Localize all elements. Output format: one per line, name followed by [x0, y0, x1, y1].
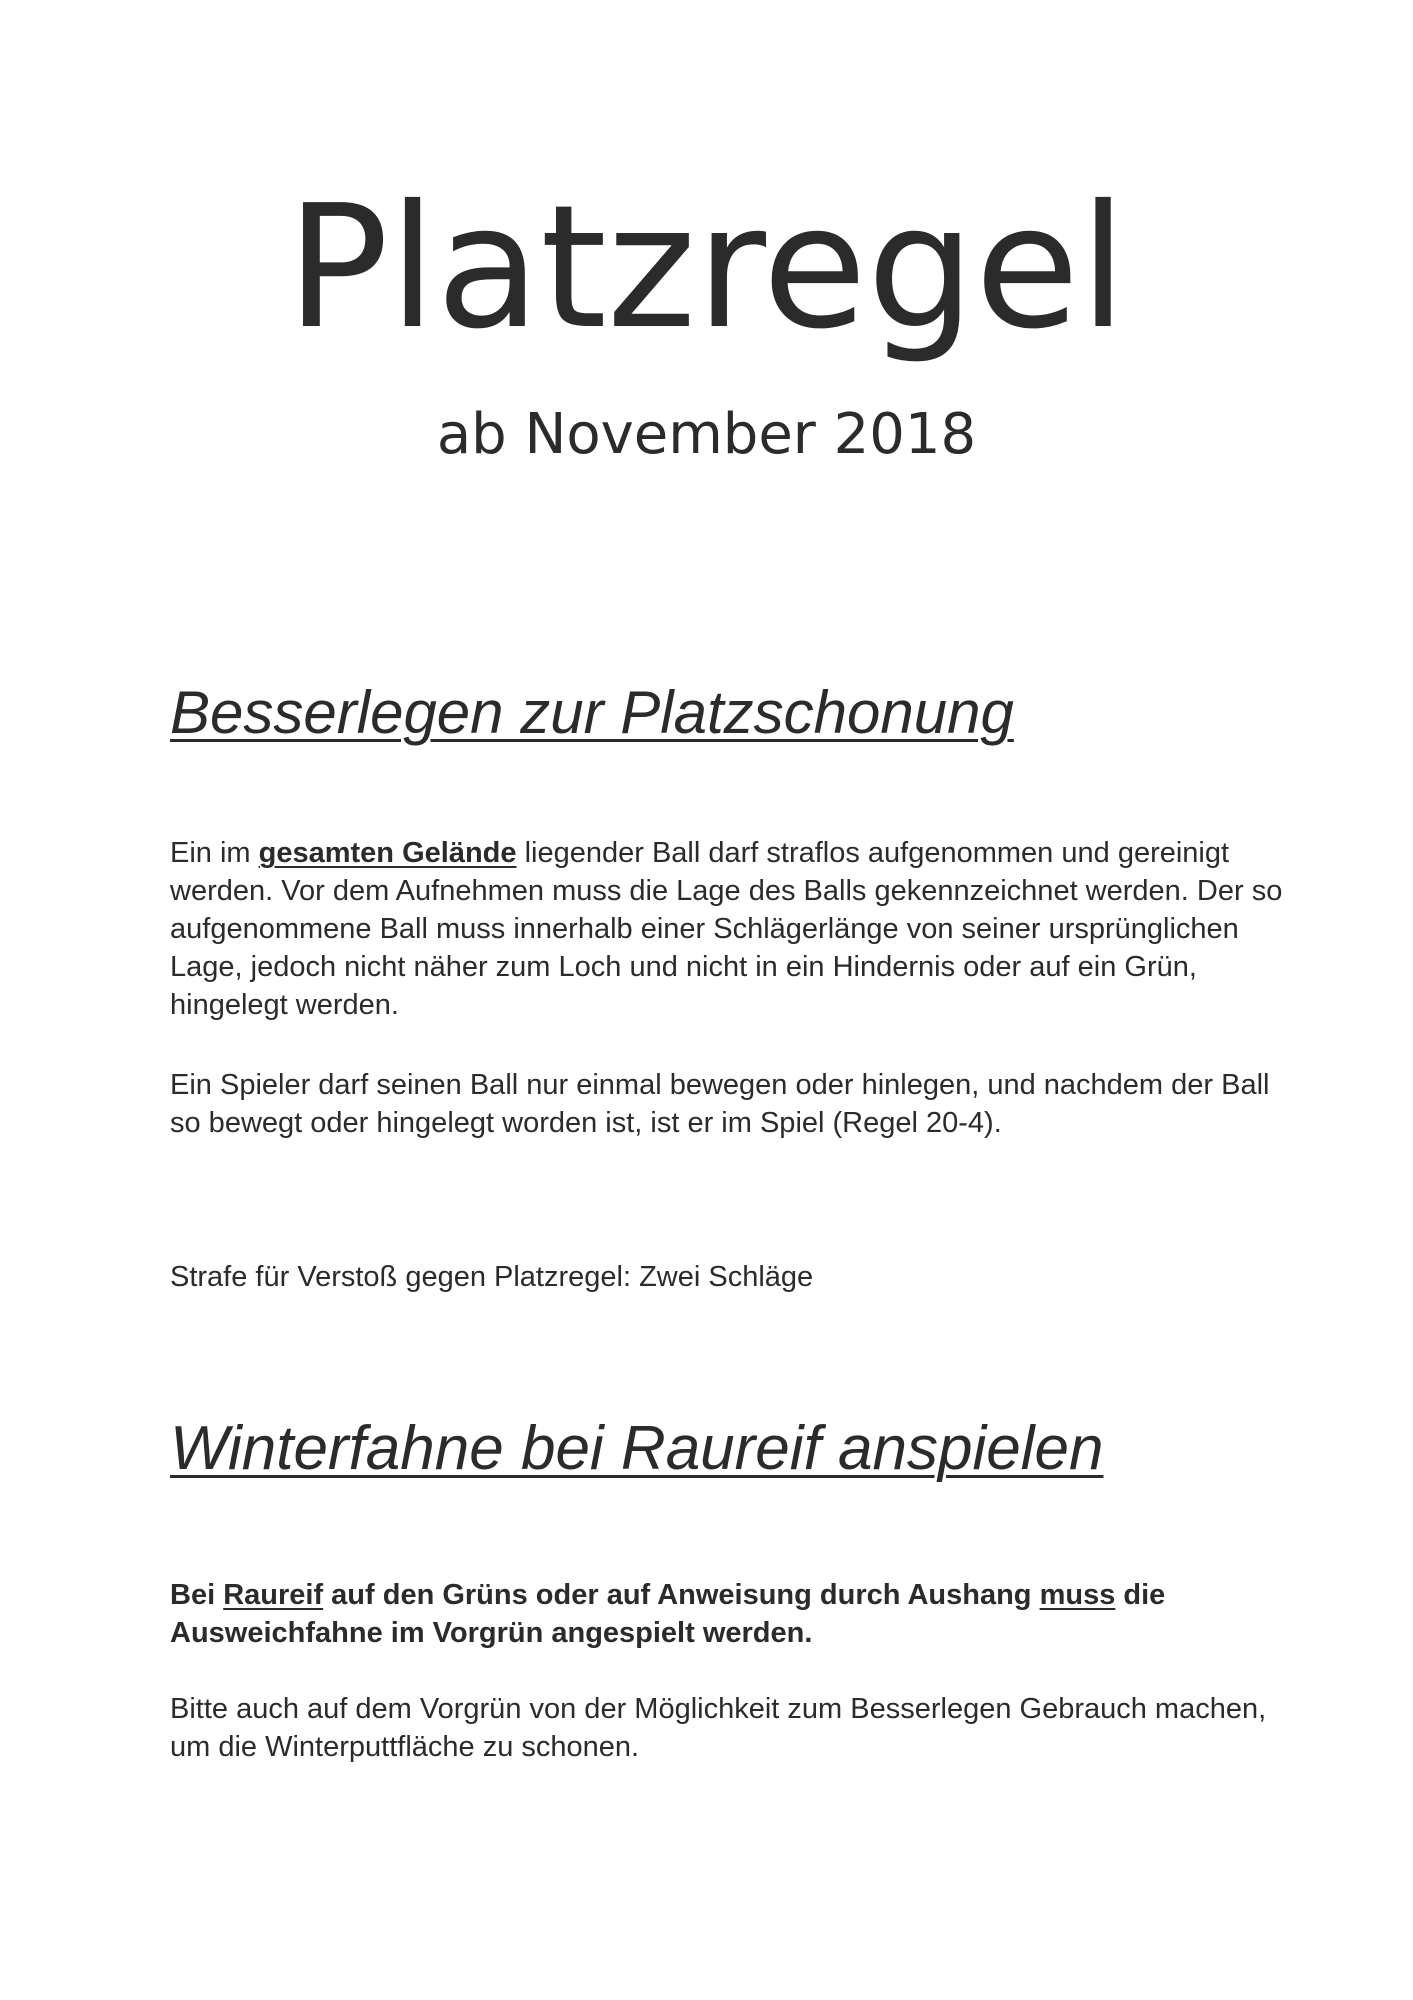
emphasis-gesamten-gelaende: gesamten Gelände	[258, 837, 517, 869]
underline-raureif: Raureif	[223, 1579, 324, 1611]
paragraph-lead-text: Ein im	[170, 837, 259, 869]
penalty-note: Strafe für Verstoß gegen Platzregel: Zwei Schläge	[170, 1261, 814, 1293]
page-title: Platzregel	[286, 169, 1127, 367]
section-heading-besserlegen: Besserlegen zur Platzschonung	[170, 679, 1014, 746]
section-heading-winterfahne: Winterfahne bei Raureif anspielen	[170, 1414, 1104, 1483]
bold-text-part-2: auf den Grüns oder auf Anweisung durch Aushang	[323, 1579, 1040, 1611]
section2-bold-paragraph	[170, 1576, 1290, 1652]
page-subtitle: ab November 2018	[436, 402, 977, 467]
bold-text-part-3: die Ausweichfahne im Vorgrün angespielt werden.	[170, 1579, 1166, 1649]
bold-text-part-1: Bei	[170, 1579, 224, 1611]
section2-paragraph: Bitte auch auf dem Vorgrün von der Möglichkeit zum Besserlegen Gebrauch machen, um die Winterputtfläche zu schonen.	[170, 1693, 1267, 1763]
section1-paragraph-2: Ein Spieler darf seinen Ball nur einmal bewegen oder hinlegen, und nachdem der Ball so bewegt oder hingelegt worden ist, ist er im Spiel (Regel 20-4).	[170, 1069, 1270, 1139]
section1-paragraph-1	[170, 834, 1290, 1024]
underline-muss: muss	[1039, 1579, 1116, 1611]
paragraph-rest-text: liegender Ball darf straflos aufgenommen und gereinigt werden. Vor dem Aufnehmen muss die Lage des Balls gekennzeichnet werden. Der so aufgenommene Ball muss innerhalb einer Schlägerlänge von seiner ursprünglichen Lage, jedoch nicht näher zum Loch und nicht in ein Hindernis oder auf ein Grün, hingelegt werden.	[170, 837, 1283, 1021]
